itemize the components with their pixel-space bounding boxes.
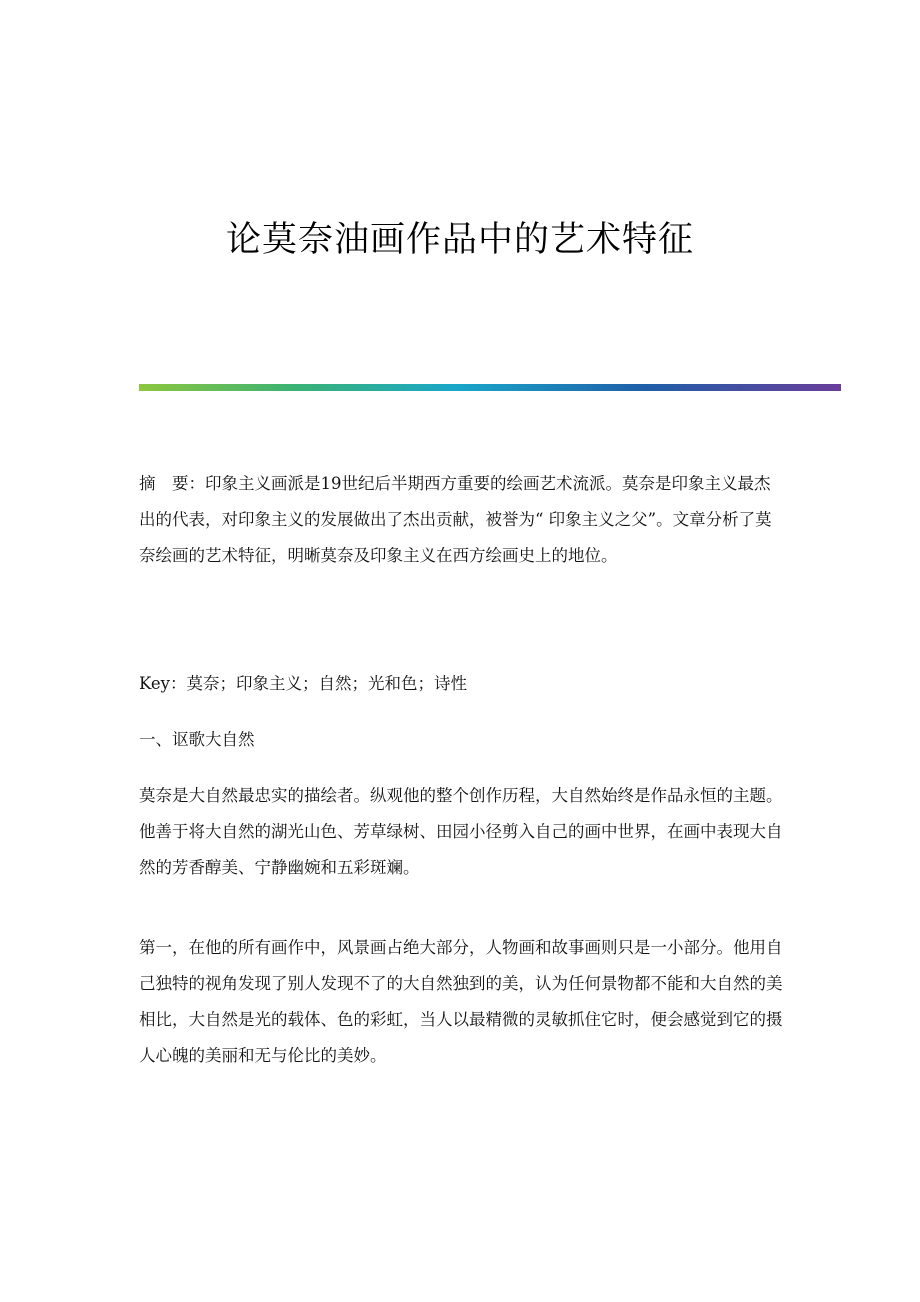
abstract-label: 摘 要： <box>139 474 205 493</box>
body-paragraph-1: 莫奈是大自然最忠实的描绘者。纵观他的整个创作历程，大自然始终是作品永恒的主题。他善于将大自然的湖光山色、芳草绿树、田园小径剪入自己的画中世界，在画中表现大自然的芳香醇美、宁静幽婉和五彩斑斓。 <box>139 786 783 877</box>
abstract-text: 印象主义画派是19世纪后半期西方重要的绘画艺术流派。莫奈是印象主义最杰出的代表，对印象主义的发展做出了杰出贡献，被誉为“ 印象主义之父”。文章分析了莫奈绘画的艺术特征，明晰莫奈及印象主义在西方绘画史上的地位。 <box>139 474 772 565</box>
keywords-label: Key： <box>139 674 187 693</box>
title-divider-gradient-rule <box>139 384 841 391</box>
section-heading: 一、讴歌大自然 <box>139 730 255 749</box>
body-paragraph-2: 第一，在他的所有画作中，风景画占绝大部分，人物画和故事画则只是一小部分。他用自己独特的视角发现了别人发现不了的大自然独到的美，认为任何景物都不能和大自然的美相比，大自然是光的载体、色的彩虹，当人以最精微的灵敏抓住它时，便会感觉到它的摄人心魄的美丽和无与伦比的美妙。 <box>139 938 783 1065</box>
document-title: 论莫奈油画作品中的艺术特征 <box>225 220 694 260</box>
keywords-line <box>139 666 784 702</box>
keywords-text: 莫奈；印象主义；自然；光和色；诗性 <box>186 674 467 693</box>
abstract-paragraph <box>139 466 784 574</box>
